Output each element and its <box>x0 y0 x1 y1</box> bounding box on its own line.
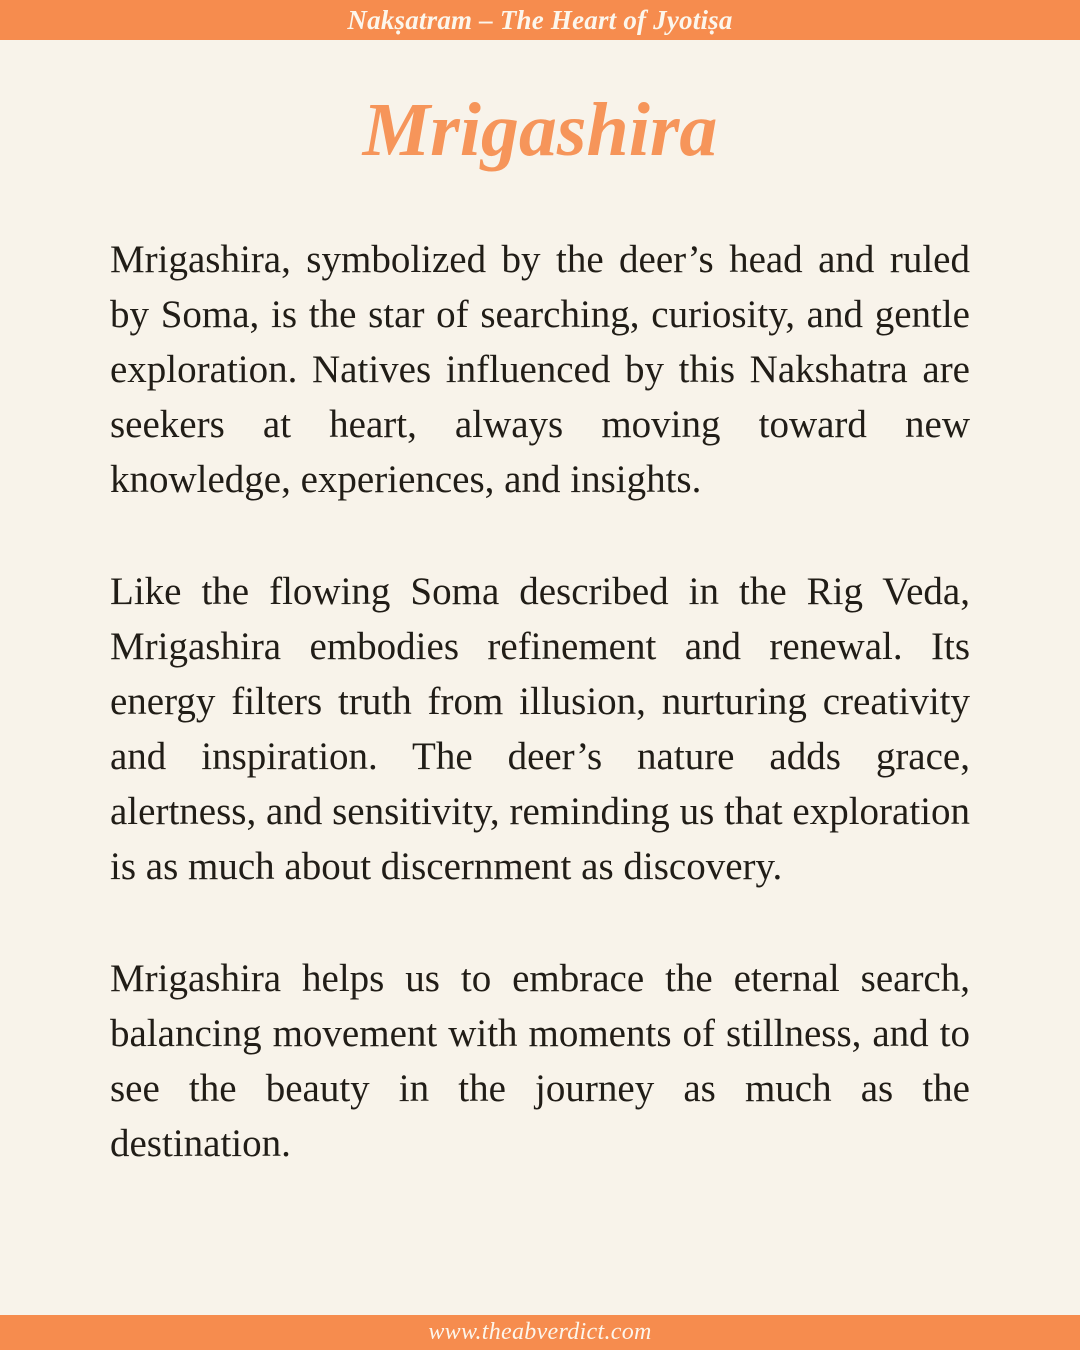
paragraph-soma: Like the flowing Soma described in the Rig Veda, Mrigashira embodies refinement and renewal. Its energy filters truth from illusion, nurturing creativity and inspiration. The deer’s nature adds grace, alertness, and sensitivity, reminding us that exploration is as much about discernment as discovery. <box>110 570 970 888</box>
header-series-title: Nakṣatram – The Heart of Jyotiṣa <box>347 4 733 35</box>
header-bar <box>0 0 1080 40</box>
page-title: Mrigashira <box>362 88 718 172</box>
footer-website-url: www.theabverdict.com <box>428 1319 652 1345</box>
body-text <box>110 232 970 1171</box>
paragraph-closing: Mrigashira helps us to embrace the eternal search, balancing movement with moments of stillness, and to see the beauty in the journey as much as the destination. <box>110 957 970 1165</box>
footer-bar <box>0 1315 1080 1350</box>
paragraph-intro: Mrigashira, symbolized by the deer’s head and ruled by Soma, is the star of searching, curiosity, and gentle exploration. Natives influenced by this Nakshatra are seekers at heart, always moving toward new knowledge, experiences, and insights. <box>110 238 970 501</box>
